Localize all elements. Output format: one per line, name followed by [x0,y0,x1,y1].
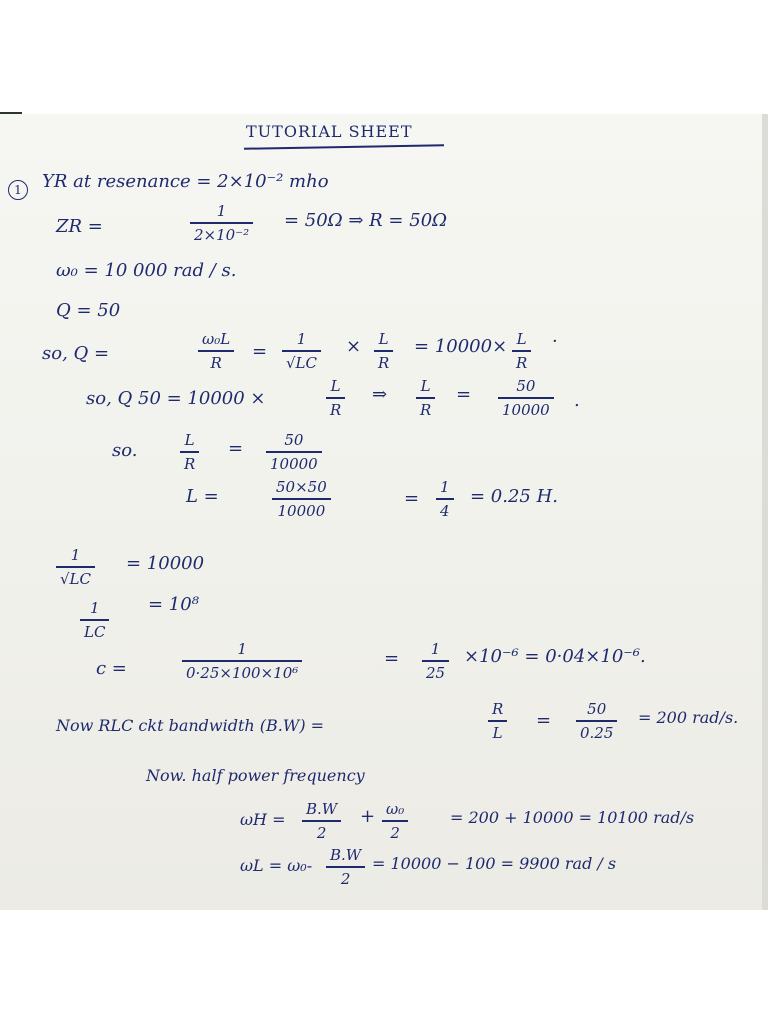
line-zr-lhs: ZR = [56,216,103,237]
eq-1: = [252,341,268,362]
line-so3: so. [112,440,138,461]
fraction-zr [190,202,253,244]
eq-10-8: = 10⁸ [148,594,199,615]
fraction-1-4: 1 4 [436,478,454,520]
eq-4: = [404,488,420,509]
eq-5: = [384,648,400,669]
eq-6: = [536,710,552,731]
paper-edge [762,114,768,910]
wl-result: = 10000 − 100 = 9900 rad / s [372,854,617,873]
fraction-bw-2-b: B.W 2 [326,846,365,888]
l-result: = 0.25 H. [470,486,559,507]
line-wh-lhs: ωH = [240,810,286,829]
eq-10000: = 10000× [414,336,508,357]
page-title: TUTORIAL SHEET [246,122,413,141]
fraction-c: 1 0·25×100×10⁶ [182,640,302,682]
fraction-50x50-10000: 50×50 10000 [272,478,331,520]
eq-2: = [456,384,472,405]
line-wl-lhs: ωL = ω₀- [240,856,313,875]
fraction-50-10000: 50 10000 [498,377,554,419]
bw-result: = 200 rad/s. [638,708,739,727]
fraction-w0l-r: ω₀L R [198,330,234,372]
c-result: ×10⁻⁶ = 0·04×10⁻⁶. [464,646,646,667]
fraction-w0-2: ω₀ 2 [382,800,408,842]
paper-sheet [0,114,768,910]
fraction-1-25: 1 25 [422,640,449,682]
line-c-eq: c = [96,658,127,679]
fraction-bw-2: B.W 2 [302,800,341,842]
fraction-l-r-3: L R [326,377,345,419]
eq-10000-b: = 10000 [126,553,205,574]
question-number: 1 [8,180,28,200]
line-half-power: Now. half power frequency [146,766,365,785]
line-bandwidth: Now RLC ckt bandwidth (B.W) = [56,716,325,735]
fraction-inv-sqrt-lc-b: 1 √LC [56,546,95,588]
fraction-inv-lc: 1 LC [80,599,109,641]
wh-result: = 200 + 10000 = 10100 rad/s [450,808,695,827]
eq-3: = [228,438,244,459]
dot: · [552,331,558,352]
fraction-l-r-5: L R [180,431,199,473]
fraction-r-l: R L [488,700,507,742]
line-yr: YR at resenance = 2×10⁻² mho [42,171,329,192]
times: × [346,336,362,357]
dot-2: . [574,390,580,411]
numerator: 1 [216,202,227,220]
line-so2: so, Q 50 = 10000 × [86,388,266,409]
line-l-eq: L = [186,486,219,507]
fraction-l-r: L R [374,330,393,372]
line-w0: ω₀ = 10 000 rad / s. [56,260,237,281]
fraction-50-10000-b: 50 10000 [266,431,322,473]
plus: + [360,806,376,827]
fraction-inv-sqrt-lc: 1 √LC [282,330,321,372]
fraction-l-r-2: L R [512,330,531,372]
denominator: 2×10⁻² [194,225,250,244]
line-q: Q = 50 [56,300,121,321]
implies: ⇒ [372,384,388,405]
line-zr-rhs: = 50Ω ⇒ R = 50Ω [284,210,448,231]
line-so-q: so, Q = [42,343,110,364]
fraction-l-r-4: L R [416,377,435,419]
fraction-50-025: 50 0.25 [576,700,617,742]
